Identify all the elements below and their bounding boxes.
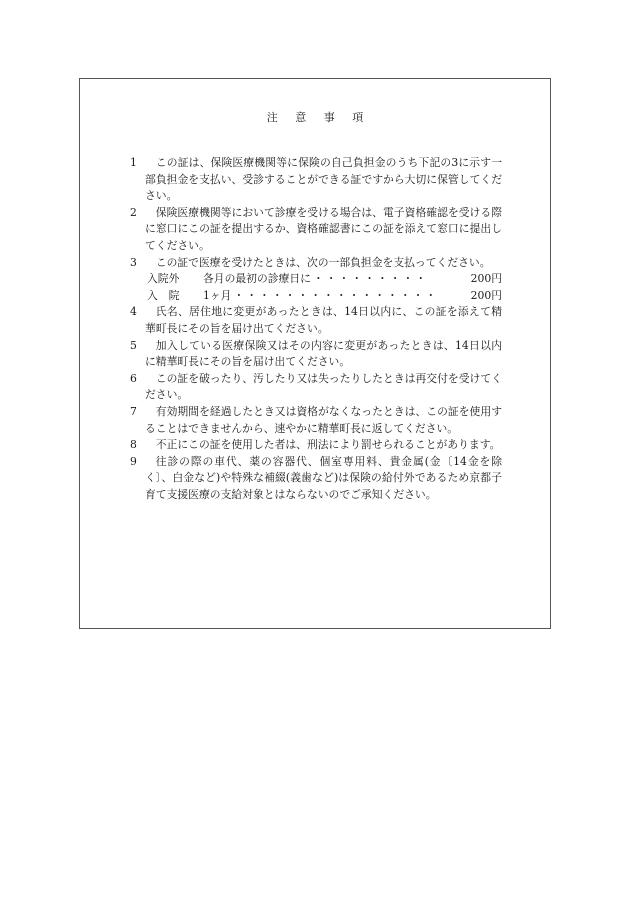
item-number: 1 [130,156,137,169]
fee-amount: 200円 [470,272,502,286]
fee-description: 各月の最初の診療日に [203,272,311,286]
fee-amount: 200円 [470,288,502,302]
item-number: 7 [130,404,137,418]
fee-row-inpatient [147,288,502,305]
item-text: この証を破ったり、汚したり又は失ったりしたときは再交付を受けてください。 [145,371,502,402]
item-text: この証で医療を受けたときは、次の一部負担金を支払ってください。 [155,255,491,269]
item-text: 保険医療機関等において診療を受ける場合は、電子資格確認を受ける際に窓口にこの証を提出するか、資格確認書にこの証を添えて窓口に提出してください。 [145,205,502,252]
notice-item-3 [130,255,502,305]
item-text: この証は、保険医療機関等に保険の自己負担金のうち下記の3に示す一部負担金を支払い、受診することができる証ですから大切に保管してください。 [145,156,502,203]
notice-items [130,155,502,503]
notice-item-7 [130,404,502,437]
fee-label: 入院外 [147,272,180,286]
notice-item-2 [130,205,502,255]
fee-row-outpatient [147,271,502,288]
item-number: 5 [130,338,137,352]
notice-item-6 [130,371,502,404]
item-text: 有効期間を経過したとき又は資格がなくなったときは、この証を使用することはできませんから、速やかに精華町長に返してください。 [145,404,502,435]
item-text: 加入している医療保険又はその内容に変更があったときは、14日以内に精華町長にその旨を届け出てください。 [145,338,502,369]
item-number: 9 [130,454,137,468]
item-number: 2 [130,205,137,219]
notice-item-1 [130,155,502,205]
item-text: 氏名、居住地に変更があったときは、14日以内に、この証を添えて精華町長にその旨を届け出てください。 [145,305,502,335]
fee-label: 入 院 [147,288,180,302]
item-number: 6 [130,371,137,385]
fee-list [145,271,502,304]
fee-leader-dots: ・・・・・・・・・・・・・・・・ [233,288,439,302]
item-number: 4 [130,305,137,319]
notice-item-8 [130,437,502,454]
fee-leader-dots: ・・・・・・・・・ [312,272,429,286]
fee-description: 1ヶ月 [203,288,232,302]
item-number: 3 [130,255,137,269]
item-number: 8 [130,438,137,452]
notice-frame [79,78,551,629]
notice-item-9 [130,454,502,504]
notice-item-4 [130,304,502,337]
item-text: 不正にこの証を使用した者は、刑法により罰せられることがあります。 [155,438,501,452]
notice-item-5 [130,338,502,371]
notice-title: 注 意 事 項 [266,111,371,124]
item-text: 往診の際の車代、薬の容器代、個室専用料、貴金属(金〔14金を除く〕、白金など)や特殊な補綴(義歯など)は保険の給付外であるため京都子育て支援医療の支給対象とはならないのでご承知ください。 [145,454,502,501]
